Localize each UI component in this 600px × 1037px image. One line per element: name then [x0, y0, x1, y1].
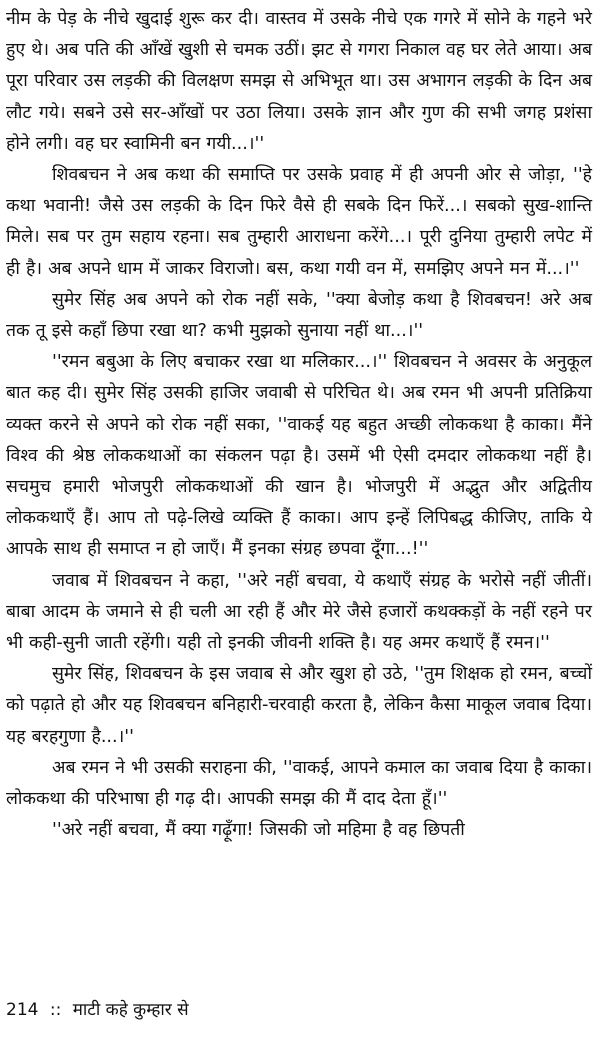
paragraph: सुमेर सिंह अब अपने को रोक नहीं सके, ''क्या बेजोड़ कथा है शिवबचन! अरे अब तक तू इसे कहाँ छिपा रखा था? कभी मुझको सुनाया नहीं था...।''	[6, 289, 592, 342]
book-title: माटी कहे कुम्हार से	[72, 1000, 189, 1020]
page-footer	[6, 998, 189, 1022]
page-number: 214	[6, 1000, 39, 1020]
paragraph: शिवबचन ने अब कथा की समाप्ति पर उसके प्रवाह में ही अपनी ओर से जोड़ा, ''हे कथा भवानी! जैसे उस लड़की के दिन फिरे वैसे ही सबके दिन फिरें...। सबको सुख-शान्ति मिले। सब पर तुम सहाय रहना। सब तुम्हारी आराधना करेंगे...। पूरी दुनिया तुम्हारी लपेट में ही है। अब अपने धाम में जाकर विराजो। बस, कथा गयी वन में, समझिए अपने मन में...।''	[6, 165, 592, 279]
paragraph: अब रमन ने भी उसकी सराहना की, ''वाकई, आपने कमाल का जवाब दिया है काका। लोककथा की परिभाषा ही गढ़ दी। आपकी समझ की मैं दाद देता हूँ।''	[6, 757, 592, 810]
footer-separator: ::	[49, 1000, 62, 1020]
paragraph: जवाब में शिवबचन ने कहा, ''अरे नहीं बचवा, ये कथाएँ संग्रह के भरोसे नहीं जीतीं। बाबा आदम के जमाने से ही चली आ रही हैं और मेरे जैसे हजारों कथक्कड़ों के नहीं रहने पर भी कही-सुनी जाती रहेंगी। यही तो इनकी जीवनी शक्ति है। यह अमर कथाएँ हैं रमन।''	[6, 570, 592, 654]
book-page-body	[6, 4, 592, 846]
paragraph: नीम के पेड़ के नीचे खुदाई शुरू कर दी। वास्तव में उसके नीचे एक गगरे में सोने के गहने भरे हुए थे। अब पति की आँखें खुशी से चमक उठीं। झट से गगरा निकाल वह घर लेते आया। अब पूरा परिवार उस लड़की की विलक्षण समझ से अभिभूत था। उस अभागन लड़की के दिन अब लौट गये। सबने उसे सर-आँखों पर उठा लिया। उसके ज्ञान और गुण की सभी जगह प्रशंसा होने लगी। वह घर स्वामिनी बन गयी...।''	[6, 9, 592, 154]
paragraph: ''अरे नहीं बचवा, मैं क्या गढ़ूँगा! जिसकी जो महिमा है वह छिपती	[52, 820, 465, 841]
paragraph: सुमेर सिंह, शिवबचन के इस जवाब से और खुश हो उठे, ''तुम शिक्षक हो रमन, बच्चों को पढ़ाते हो और यह शिवबचन बनिहारी-चरवाही करता है, लेकिन कैसा माकूल जवाब दिया। यह बरहगुणा है...।''	[6, 664, 592, 747]
paragraph: ''रमन बबुआ के लिए बचाकर रखा था मलिकार...।'' शिवबचन ने अवसर के अनुकूल बात कह दी। सुमेर सिंह उसकी हाजिर जवाबी से परिचित थे। अब रमन भी अपनी प्रतिक्रिया व्यक्त करने से अपने को रोक नहीं सका, ''वाकई यह बहुत अच्छी लोककथा है काका। मैंने विश्व की श्रेष्ठ लोककथाओं का संकलन पढ़ा है। उसमें भी ऐसी दमदार लोककथा नहीं है। सचमुच हमारी भोजपुरी लोककथाओं की खान है। भोजपुरी में अद्भुत और अद्वितीय लोककथाएँ हैं। आप तो पढ़े-लिखे व्यक्ति हैं काका। आप इन्हें लिपिबद्ध कीजिए, ताकि ये आपके साथ ही समाप्त न हो जाएँ। मैं इनका संग्रह छपवा दूँगा...!''	[6, 352, 592, 560]
